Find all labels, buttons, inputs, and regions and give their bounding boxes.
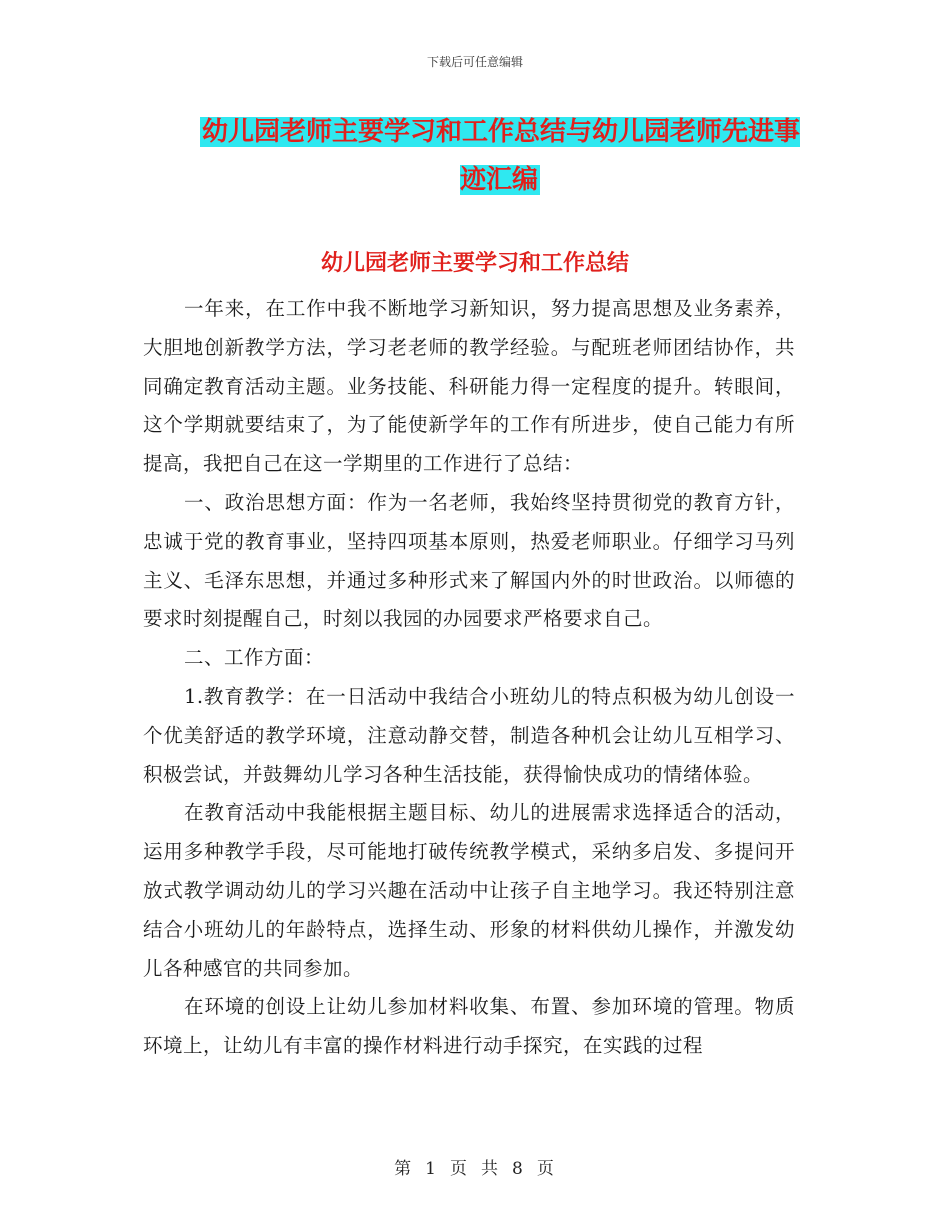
footer-total-unit: 页 [536,1159,556,1179]
footer-page-number: 1 [425,1159,438,1179]
paragraph: 在教育活动中我能根据主题目标、幼儿的进展需求选择适合的活动，运用多种教学手段，尽可能地打破传统教学模式，采纳多启发、多提问开放式教学调动幼儿的学习兴趣在活动中让孩子自主地学习。我还特别注意结合小班幼儿的年龄特点，选择生动、形象的材料供幼儿操作，并激发幼儿各种感官的共同参加。 [143,801,795,980]
paragraph: 1.教育教学：在一日活动中我结合小班幼儿的特点积极为幼儿创设一个优美舒适的教学环境，注意动静交替，制造各种机会让幼儿互相学习、积极尝试，并鼓舞幼儿学习各种生活技能，获得愉快成功的情绪体验。 [143,684,795,786]
document-title-text: 幼儿园老师主要学习和工作总结与幼儿园老师先进事迹汇编 [201,117,800,195]
document-body [143,290,795,1066]
paragraph: 在环境的创设上让幼儿参加材料收集、布置、参加环境的管理。物质环境上，让幼儿有丰富的操作材料进行动手探究，在实践的过程 [143,995,795,1058]
document-title [190,108,810,204]
paragraph: 一、政治思想方面：作为一名老师，我始终坚持贯彻党的教育方针，忠诚于党的教育事业，坚持四项基本原则，热爱老师职业。仔细学习马列主义、毛泽东思想，并通过多种形式来了解国内外的时世政治。以师德的要求时刻提醒自己，时刻以我园的办园要求严格要求自己。 [143,490,795,631]
section-title: 幼儿园老师主要学习和工作总结 [320,251,629,276]
paragraph: 一年来，在工作中我不断地学习新知识，努力提高思想及业务素养，大胆地创新教学方法，学习老老师的教学经验。与配班老师团结协作，共同确定教育活动主题。业务技能、科研能力得一定程度的提升。转眼间，这个学期就要结束了，为了能使新学年的工作有所进步，使自己能力有所提高，我把自己在这一学期里的工作进行了总结： [143,297,795,476]
page-footer [0,1154,950,1179]
header-note: 下载后可任意编辑 [426,55,523,69]
footer-total-label: 共 [481,1159,500,1179]
paragraph: 二、工作方面： [183,646,324,670]
footer-page-unit: 页 [450,1159,469,1179]
footer-page-label: 第 [394,1159,414,1179]
footer-total-pages: 8 [512,1159,525,1179]
